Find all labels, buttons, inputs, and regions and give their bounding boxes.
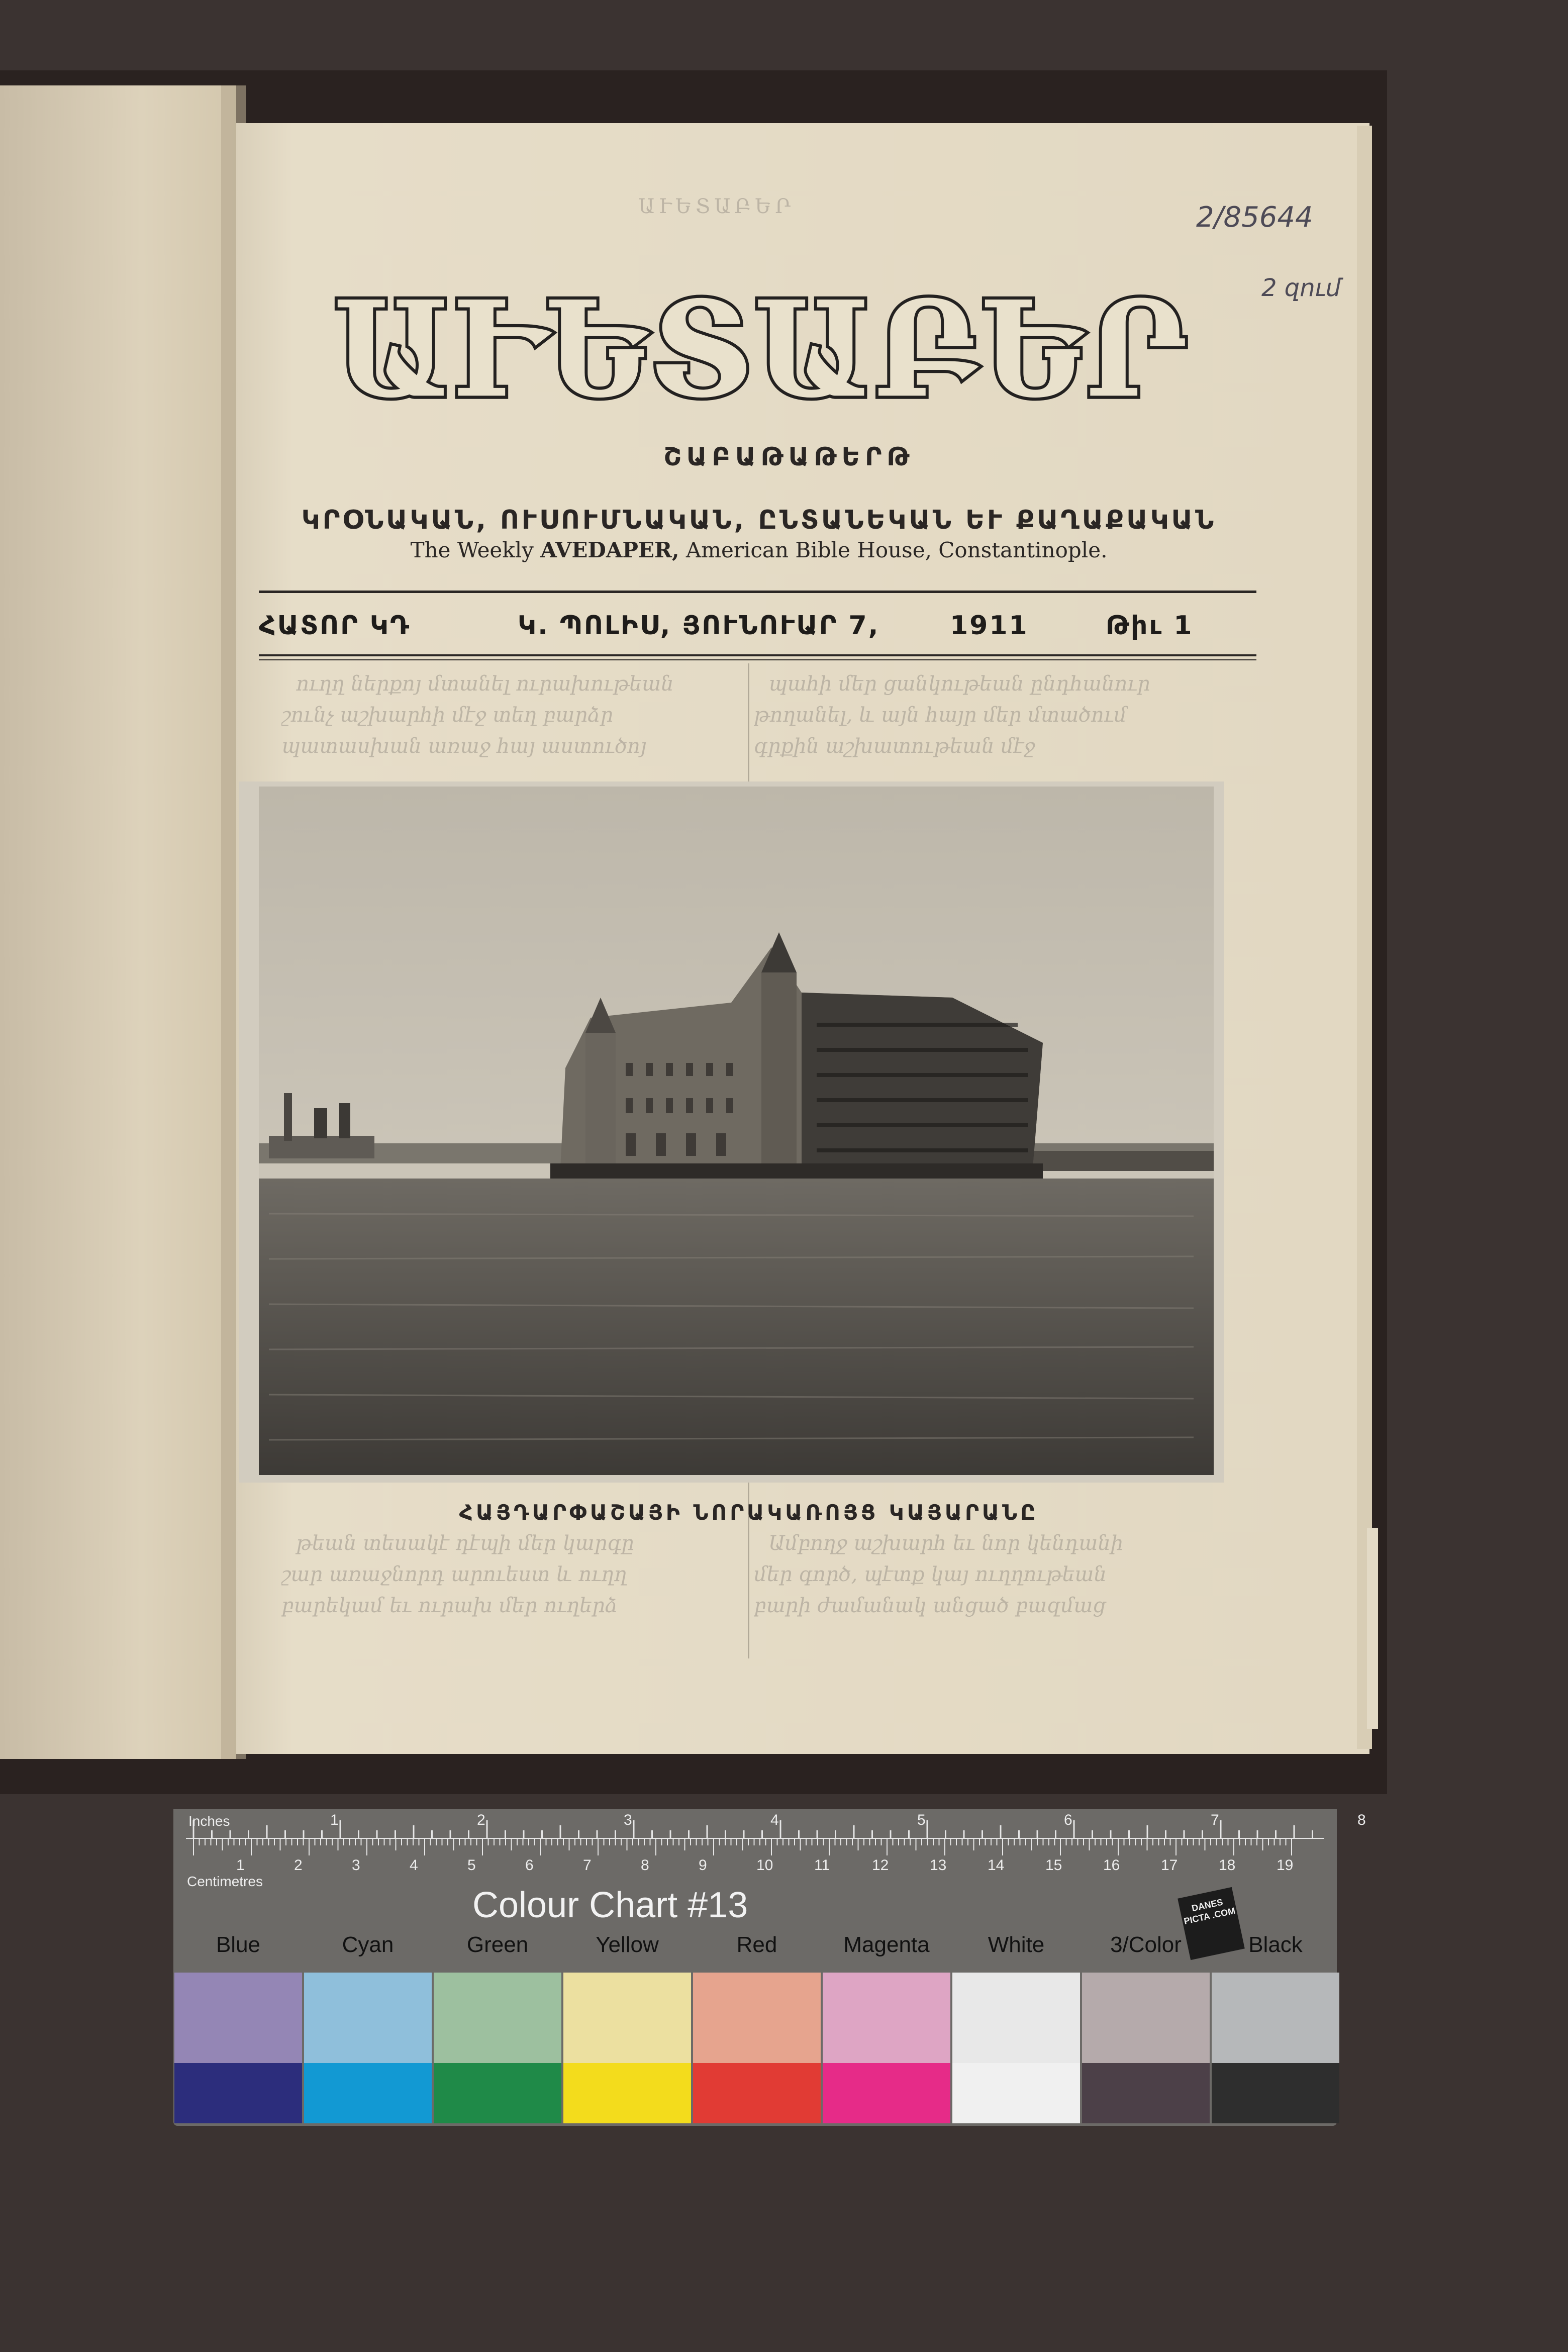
ruler-cm-number: 6: [525, 1857, 534, 1874]
ruler-inch-number: 4: [770, 1812, 779, 1828]
ruler-cm-number: 11: [814, 1857, 830, 1874]
bleed-through-text-left: ⠀ուղղ ներքոյ մտանել ուրախութեան շունչ աշխարհի մէջ տեղ բարձր պատասխան առաջ հայ աստուծոյ: [281, 672, 674, 758]
swatch-label-red: Red: [736, 1932, 777, 1957]
colour-chart-title: Colour Chart #13: [472, 1885, 748, 1925]
ruler-inch-number: 6: [1064, 1812, 1072, 1828]
subtitle-english: [302, 538, 1216, 562]
ruler-centimetres-label: Centimetres: [187, 1874, 263, 1889]
danes-picta-logo: DANES PICTA .COM: [1178, 1887, 1245, 1960]
swatch-label-white: White: [988, 1932, 1045, 1957]
ruler-inch-number: 8: [1357, 1812, 1366, 1828]
issue-volume: ՀԱՏՈՐ ԿԴ: [259, 611, 411, 641]
ruler-cm-number: 2: [294, 1857, 303, 1874]
ruler-cm-number: 10: [756, 1857, 773, 1874]
ruler-cm-number: 7: [583, 1857, 592, 1874]
swatch-dark: [304, 2063, 432, 2123]
swatch-light: [693, 1973, 821, 2063]
ruler-inch-number: 3: [624, 1812, 632, 1828]
faint-header-bleed: ԱՒԵՏԱԲԵՐ: [638, 195, 795, 218]
ruler-inches-label: Inches: [188, 1813, 230, 1829]
issue-year: 1911: [950, 611, 1029, 641]
photo-station-building: [239, 781, 1224, 1483]
ruler-inch-number: 1: [330, 1812, 339, 1828]
bleed-through-text-bottom-left: ⠀թեան տեսակէ դէպի մեր կարգը շար առաջնորդ արուեստ և ուղղ բարեկամ եւ ուրախ մեր ուղերձ: [281, 1532, 634, 1617]
ruler-cm-number: 8: [641, 1857, 649, 1874]
swatch-label-magenta: Magenta: [843, 1932, 930, 1957]
masthead-title: [259, 266, 1264, 432]
ruler-cm-number: 14: [988, 1857, 1005, 1874]
bleed-through-text-right: ⠀պահի մեր ցանկութեան ընդհանուր թողանել, և այն հայր մեր մտածում գրքին աշխատութեան մէջ: [754, 672, 1150, 758]
ruler-cm-number: 13: [930, 1857, 947, 1874]
swatch-light: [1082, 1973, 1210, 2063]
ruler-inch-number: 5: [917, 1812, 926, 1828]
swatch-label-black: Black: [1248, 1932, 1303, 1957]
subtitle-english-brand: AVEDAPER,: [540, 538, 679, 562]
swatch-light: [563, 1973, 691, 2063]
bleed-through-text-bottom-right: ⠀Ամբողջ աշխարհ եւ նոր կենդանի մեր գործ, պէտք կայ ուղղութեան բարի ժամանակ անցած բազմաց: [754, 1532, 1124, 1617]
swatch-dark: [563, 2063, 691, 2123]
ruler-inch-number: 2: [477, 1812, 485, 1828]
ruler-cm-number: 12: [872, 1857, 889, 1874]
ruler-cm-number: 16: [1103, 1857, 1120, 1874]
pencil-mark-catalog: 2/85644: [1196, 201, 1313, 234]
subtitle-categories: ԿՐՕՆԱԿԱՆ, ՈՒՍՈՒՄՆԱԿԱՆ, ԸՆՏԱՆԵԿԱՆ ԵՒ ՔԱՂԱՔԱԿԱՆ: [301, 505, 1217, 535]
swatch-light: [174, 1973, 302, 2063]
swatch-dark: [1082, 2063, 1210, 2123]
subtitle-weekly: ՇԱԲԱԹԱԹԵՐԹ: [663, 442, 915, 471]
swatch-light: [952, 1973, 1080, 2063]
swatch-light: [434, 1973, 561, 2063]
ruler-cm-number: 1: [236, 1857, 245, 1874]
ruler-cm-number: 15: [1045, 1857, 1062, 1874]
swatch-label-3-color: 3/Color: [1110, 1932, 1182, 1957]
swatch-label-yellow: Yellow: [596, 1932, 659, 1957]
ruler-inch-number: 7: [1211, 1812, 1219, 1828]
ruler-cm-number: 17: [1161, 1857, 1178, 1874]
swatch-dark: [952, 2063, 1080, 2123]
swatch-label-blue: Blue: [216, 1932, 261, 1957]
photo-caption: ՀԱՅԴԱՐՓԱՇԱՅԻ ՆՈՐԱԿԱՌՈՅՑ ԿԱՅԱՐԱՆԸ: [459, 1500, 1039, 1525]
masthead-text: ԱՒԵՏԱԲԵՐ: [333, 271, 1190, 427]
swatch-light: [823, 1973, 950, 2063]
swatch-dark: [823, 2063, 950, 2123]
swatch-dark: [1212, 2063, 1339, 2123]
swatch-dark: [693, 2063, 821, 2123]
ruler-cm-number: 19: [1277, 1857, 1294, 1874]
subtitle-english-post: American Bible House, Constantinople.: [685, 538, 1108, 562]
swatch-label-cyan: Cyan: [342, 1932, 394, 1957]
ruler-cm-number: 9: [699, 1857, 707, 1874]
ruler-cm-number: 5: [467, 1857, 476, 1874]
issue-number: Թիւ 1: [1106, 611, 1194, 641]
swatch-dark: [174, 2063, 302, 2123]
subtitle-english-pre: The Weekly: [410, 538, 534, 562]
ruler-cm-number: 18: [1219, 1857, 1236, 1874]
swatch-light: [304, 1973, 432, 2063]
swatch-label-green: Green: [466, 1932, 529, 1957]
ruler-cm-number: 3: [352, 1857, 360, 1874]
swatch-light: [1212, 1973, 1339, 2063]
pencil-mark-note: 2 զում: [1261, 274, 1341, 302]
swatch-dark: [434, 2063, 561, 2123]
issue-place-date: Կ. ՊՈԼԻՍ, ՅՈՒՆՈՒԱՐ 7,: [518, 611, 880, 641]
ruler-cm-number: 4: [410, 1857, 418, 1874]
